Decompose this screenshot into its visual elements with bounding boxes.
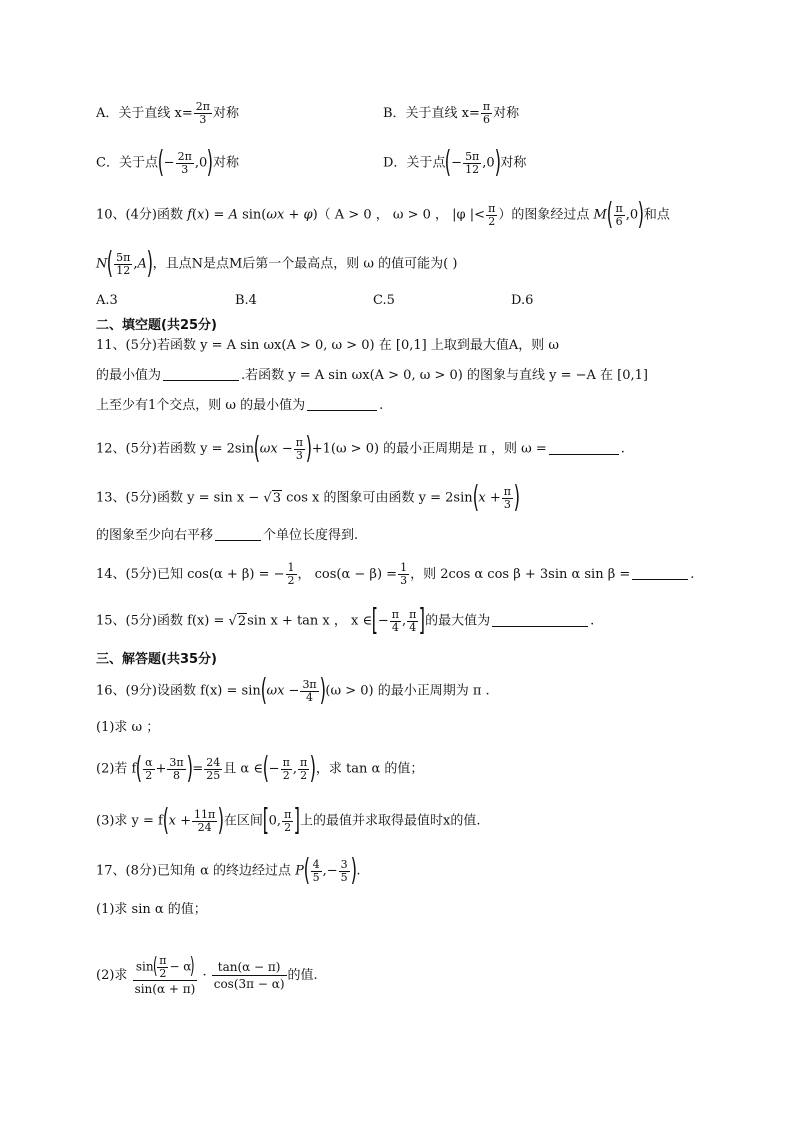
q14-stem: 14、(5分)已知 cos(α + β) = − $\frac{1}{2}$ ， cos(α − β) = $\frac{1}{3}$ ，则 2cos α cos β + 3sin α sin β = . — [96, 561, 695, 587]
q10-choice-b: B.4 — [235, 293, 257, 308]
q9-option-c: C．关于点(− $\frac{2\pi}{3}$ ,0)对称 — [96, 145, 239, 180]
q10-choice-d: D.6 — [511, 293, 534, 308]
q11-line2: 的最小值为 .若函数 y = A sin ωx(A > 0, ω > 0) 的图象与直线 y = −A 在 [0,1] — [96, 368, 648, 383]
q13-line2: 的图象至少向右平移 个单位长度得到. — [96, 528, 359, 543]
q10-choice-a: A.3 — [96, 293, 118, 308]
q9-option-d: D．关于点(− $\frac{5\pi}{12}$ ,0)对称 — [383, 145, 527, 180]
q15-stem: 15、(5分)函数 f(x) = √2sin x + tan x ， x ∈[− $\frac{\pi}{4}$ , $\frac{\pi}{4}$ ]的最大值为 . — [96, 603, 595, 638]
q16-part3: (3)求 y = f(x + $\frac{11\pi}{24}$ )在区间[0, $\frac{\pi}{2}$ ]上的最值并求取得最值时x的值. — [96, 803, 481, 838]
q11-line1: 11、(5分)若函数 y = A sin ωx(A > 0, ω > 0) 在 [0,1] 上取到最大值A，则 ω — [96, 338, 559, 353]
section-fill-in-heading: 二、填空题(共25分) — [96, 318, 217, 333]
q9-option-b: B．关于直线 x= $\frac{\pi}{6}$ 对称 — [383, 100, 520, 126]
q11-line3: 上至少有1个交点，则 ω 的最小值为 . — [96, 398, 384, 413]
q10-choice-c: C.5 — [373, 293, 395, 308]
q9-option-a: A．关于直线 x= $\frac{2\pi}{3}$ 对称 — [96, 100, 239, 126]
section-answer-heading: 三、解答题(共35分) — [96, 652, 217, 667]
q16-stem: 16、(9分)设函数 f(x) = sin(ωx − $\frac{3\pi}{4}$ )(ω > 0) 的最小正周期为 π . — [96, 673, 490, 708]
q17-stem: 17、(8分)已知角 α 的终边经过点 P( $\frac{4}{5}$ ,− $\frac{3}{5}$ ). — [96, 853, 361, 888]
q13-stem: 13、(5分)函数 y = sin x − √3 cos x 的图象可由函数 y = 2sin(x + $\frac{\pi}{3}$ ) — [96, 480, 521, 515]
q16-part2: (2)若 f( $\frac{\alpha}{2}$ + $\frac{3\pi}{8}$ )= $\frac{24}{25}$ 且 α ∈(− $\frac{\pi}{2}$ , $\frac{\pi}{2}$ )，求 tan α 的值； — [96, 751, 424, 786]
q10-stem-line2: N( $\frac{5\pi}{12}$ ,A)，且点N是点M后第一个最高点，则 ω 的值可能为( ) — [96, 246, 458, 281]
q16-part1: (1)求 ω ； — [96, 720, 160, 735]
q17-part1: (1)求 sin α 的值； — [96, 902, 207, 917]
q10-stem: 10、(4分)函数 f(x) = A sin(ωx + φ)（ A > 0 ， ω > 0 ， |φ |< $\frac{\pi}{2}$ ）的图象经过点 M( $\frac{\pi}{6}$ ,0)和点 — [96, 197, 670, 232]
q12-stem: 12、(5分)若函数 y = 2sin(ωx − $\frac{\pi}{3}$ )+1(ω > 0) 的最小正周期是 π ，则 ω = . — [96, 431, 625, 466]
q17-part2: (2)求 sin( $\frac{\pi}{2}$ − α) sin(α + π) · $\frac{\tan(\alpha - \pi)}{\cos(3\pi - \alpha)}$ 的值. — [96, 953, 318, 996]
